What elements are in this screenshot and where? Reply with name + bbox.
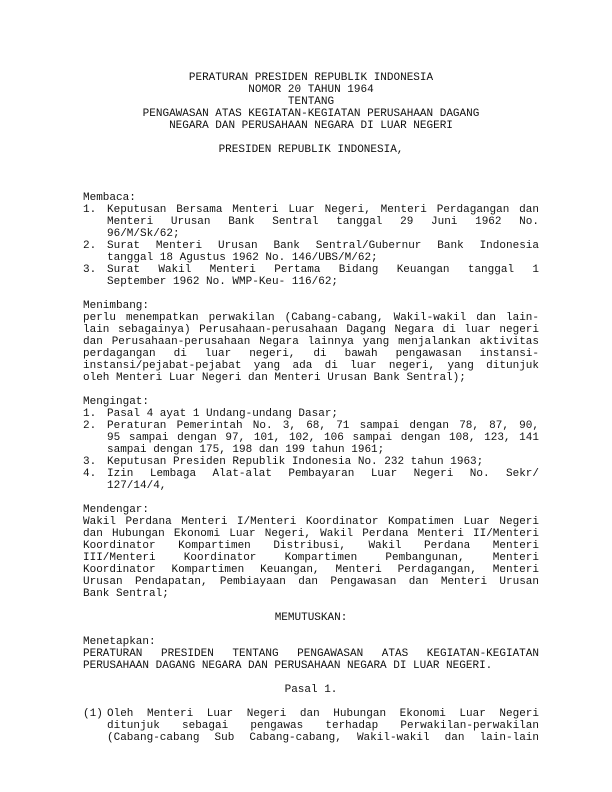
blank-line [83, 696, 539, 708]
blank-line [83, 384, 539, 396]
item-text: tanggal 18 Agustus 1962 No. 146/UBS/M/62; [107, 252, 378, 264]
mendengar-text: Koordinator Kompartimen Keuangan, Menteri Perdagangan, Menteri [83, 564, 539, 576]
blank-line [83, 288, 539, 300]
mendengar-text: Bank Sentral; [83, 588, 169, 600]
blank-line [83, 180, 539, 192]
mendengar-text: Urusan Pendapatan, Pembiayaan dan Pengawasan dan Menteri Urusan [83, 576, 539, 588]
membaca-item [83, 204, 539, 216]
menimbang-text: oleh Menteri Luar Negeri dan Menteri Urusan Bank Sentral); [83, 372, 466, 384]
menimbang-text: perdagangan di luar negeri, di bawah pengawasan instansi- [83, 348, 539, 360]
blank-line [83, 132, 539, 144]
mengingat-item [83, 480, 539, 492]
memutuskan-heading: MEMUTUSKAN: [274, 612, 348, 624]
section-heading-mengingat: Mengingat: [83, 396, 150, 408]
menimbang-text: perlu menempatkan perwakilan (Cabang-cabang, Wakil-wakil dan lain- [83, 312, 539, 324]
mengingat-item [83, 408, 539, 420]
item-number: 3. [83, 264, 97, 276]
item-text: Menteri Urusan Bank Sentral tanggal 29 Juni 1962 No. [107, 216, 539, 228]
item-text: September 1962 No. WMP-Keu- 116/62; [107, 276, 339, 288]
mendengar-text: III/Menteri Koordinator Kompartimen Pembangunan, Menteri [83, 552, 539, 564]
blank-line [83, 624, 539, 636]
section-heading-menimbang: Menimbang: [83, 300, 150, 312]
item-text: Surat Menteri Urusan Bank Sentral/Gubernur Bank Indonesia [107, 240, 539, 252]
blank-line [83, 492, 539, 504]
mendengar-text: Koordinator Kompartimen Distribusi, Wakil Perdana Menteri [83, 540, 539, 552]
item-text: 96/M/Sk/62; [107, 228, 180, 240]
item-number: 2. [83, 420, 97, 432]
document-title: NOMOR 20 TAHUN 1964 [248, 84, 374, 96]
membaca-item [83, 264, 539, 276]
menimbang-text: lain sebagainya) Perusahaan-perusahaan Dagang Negara di luar negeri [83, 324, 539, 336]
item-text: Izin Lembaga Alat-alat Pembayaran Luar Negeri No. Sekr/ [107, 468, 539, 480]
mengingat-item [83, 456, 539, 468]
menimbang-text: instansi/pejabat-pejabat yang ada di luar negeri, yang ditunjuk [83, 360, 539, 372]
section-heading-membaca: Membaca: [83, 192, 136, 204]
membaca-item [83, 252, 539, 264]
document-title: PENGAWASAN ATAS KEGIATAN-KEGIATAN PERUSAHAAN DAGANG [142, 108, 480, 120]
item-number: 1. [83, 408, 97, 420]
item-text: Surat Wakil Menteri Pertama Bidang Keuangan tanggal 1 [107, 264, 539, 276]
pasal-item [83, 732, 539, 744]
president-heading: PRESIDEN REPUBLIK INDONESIA, [218, 144, 404, 156]
membaca-item [83, 240, 539, 252]
document-title: NEGARA DAN PERUSAHAAN NEGARA DI LUAR NEGERI [169, 120, 453, 132]
item-text: Peraturan Pemerintah No. 3, 68, 71 sampai dengan 78, 87, 90, [107, 420, 539, 432]
pasal-item [83, 720, 539, 732]
mendengar-text: Wakil Perdana Menteri I/Menteri Koordinator Kompatimen Luar Negeri [83, 516, 539, 528]
blank-line [83, 168, 539, 180]
mengingat-item [83, 420, 539, 432]
item-number: 4. [83, 468, 97, 480]
membaca-item [83, 216, 539, 228]
item-text: Keputusan Bersama Menteri Luar Negeri, Menteri Perdagangan dan [107, 204, 539, 216]
item-number: (1) [83, 708, 103, 720]
section-heading-mendengar: Mendengar: [83, 504, 150, 516]
membaca-item [83, 228, 539, 240]
menetapkan-text: PERATURAN PRESIDEN TENTANG PENGAWASAN ATAS KEGIATAN-KEGIATAN [83, 648, 539, 660]
blank-line [83, 672, 539, 684]
pasal-item [83, 708, 539, 720]
pasal-heading: Pasal 1. [284, 684, 338, 696]
item-text: Keputusan Presiden Republik Indonesia No. 232 tahun 1963; [107, 456, 484, 468]
section-heading-menetapkan: Menetapkan: [83, 636, 156, 648]
item-text: Oleh Menteri Luar Negeri dan Hubungan Ekonomi Luar Negeri [107, 708, 539, 720]
document-title: PERATURAN PRESIDEN REPUBLIK INDONESIA [188, 72, 434, 84]
mendengar-text: dan Hubungan Ekonomi Luar Negeri, Wakil Perdana Menteri II/Menteri [83, 528, 539, 540]
item-text: ditunjuk sebagai pengawas terhadap Perwakilan-perwakilan [107, 720, 539, 732]
membaca-item [83, 276, 539, 288]
document-title: TENTANG [287, 96, 335, 108]
mengingat-item [83, 444, 539, 456]
mengingat-item [83, 468, 539, 480]
item-text: 127/14/4, [107, 480, 167, 492]
item-number: 2. [83, 240, 97, 252]
menimbang-text: dan Perusahaan-perusahaan Negara lainnya yang menjalankan aktivitas [83, 336, 539, 348]
document-page [83, 72, 539, 744]
menetapkan-text: PERUSAHAAN DAGANG NEGARA DAN PERUSAHAAN NEGARA DI LUAR NEGERI. [83, 660, 493, 672]
blank-line [83, 600, 539, 612]
blank-line [83, 156, 539, 168]
item-number: 3. [83, 456, 97, 468]
mengingat-item [83, 432, 539, 444]
item-text: (Cabang-cabang Sub Cabang-cabang, Wakil-wakil dan lain-lain [107, 732, 539, 744]
item-text: sampai dengan 175, 198 dan 199 tahun 1961; [107, 444, 385, 456]
item-number: 1. [83, 204, 97, 216]
item-text: Pasal 4 ayat 1 Undang-undang Dasar; [107, 408, 339, 420]
item-text: 95 sampai dengan 97, 101, 102, 106 sampai dengan 108, 123, 141 [107, 432, 539, 444]
